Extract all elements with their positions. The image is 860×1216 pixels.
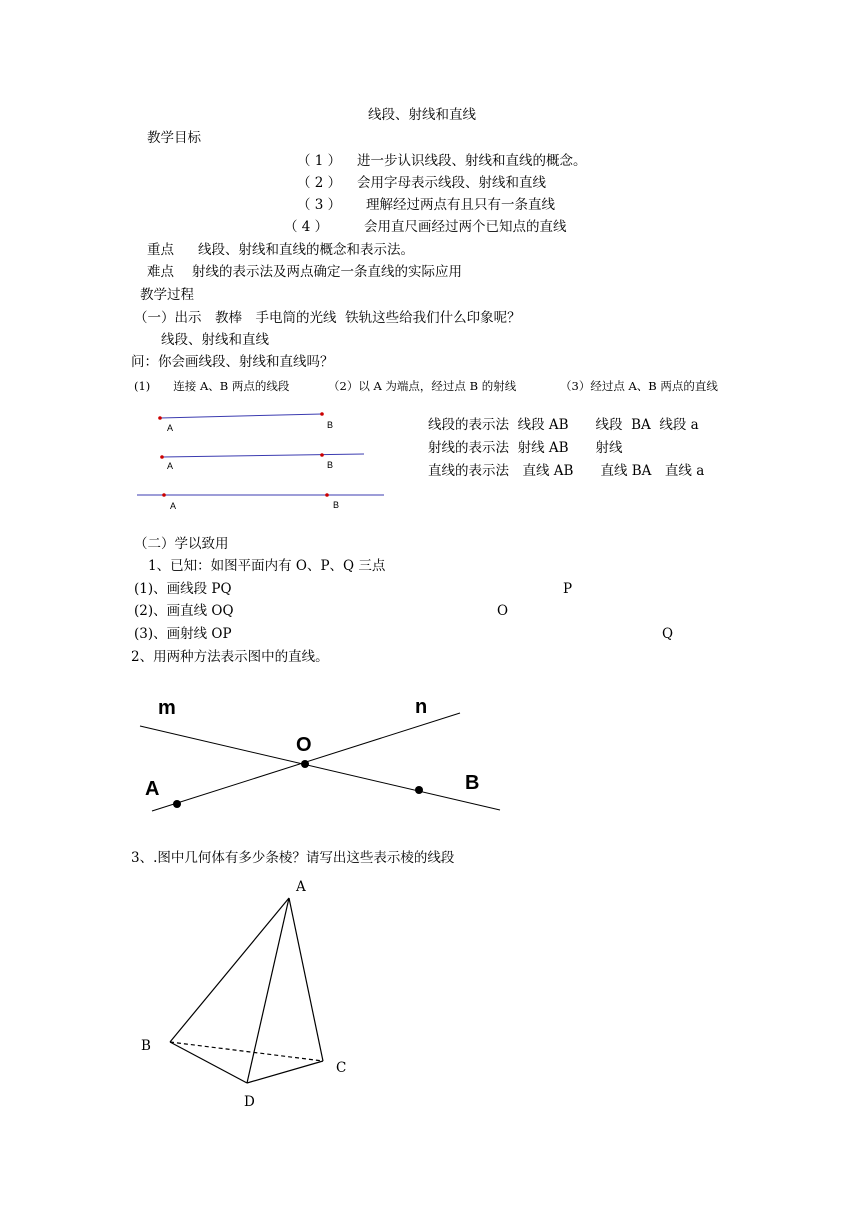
edge-bc-hidden <box>170 1042 323 1061</box>
point-o: O <box>497 603 509 619</box>
fig2-label-b: B <box>465 772 480 794</box>
objective-2-text: 会用字母表示线段、射线和直线 <box>357 175 546 191</box>
objective-3-text: 理解经过两点有且只有一条直线 <box>366 197 555 213</box>
fig1-label-a2: A <box>167 461 174 471</box>
page-title: 线段、射线和直线 <box>368 107 476 123</box>
fig3-label-a: A <box>296 879 306 895</box>
fig2-label-o: O <box>296 734 312 756</box>
section1-question: 问：你会画线段、射线和直线吗？ <box>131 354 334 370</box>
section2-item-2: (2)、画直线 OQ <box>134 603 234 619</box>
objective-1-num: （ 1 ） <box>297 153 342 169</box>
objective-4-num: （ 4 ） <box>284 219 329 235</box>
task-1: (1) 连接 A、B 两点的线段 <box>134 379 290 393</box>
edge-ac <box>289 898 323 1061</box>
key-point-label: 重点 <box>147 242 174 258</box>
difficulty-label: 难点 <box>147 264 174 280</box>
fig1-label-a3: A <box>170 501 177 511</box>
section2-q2: 2、用两种方法表示图中的直线。 <box>131 649 329 665</box>
objective-4-text: 会用直尺画经过两个已知点的直线 <box>364 219 567 235</box>
process-heading: 教学过程 <box>140 287 194 303</box>
edge-ab <box>170 898 289 1042</box>
section2-q1: 1、已知：如图平面内有 O、P、Q 三点 <box>148 558 386 574</box>
section2-heading: （二）学以致用 <box>134 536 229 552</box>
fig2-label-a: A <box>145 778 160 800</box>
section2-q3: 3、.图中几何体有多少条棱？请写出这些表示棱的线段 <box>131 850 455 866</box>
notation-segment: 线段的表示法 线段 AB 线段 BA 线段 a <box>428 417 699 433</box>
fig2-label-m: m <box>158 697 176 719</box>
edge-bd <box>170 1042 247 1083</box>
fig1-label-b3: B <box>333 500 340 510</box>
section1-topic: 线段、射线和直线 <box>161 332 269 348</box>
key-point-text: 线段、射线和直线的概念和表示法。 <box>198 242 414 258</box>
objective-1-text: 进一步认识线段、射线和直线的概念。 <box>357 153 587 169</box>
fig3-label-c: C <box>336 1060 347 1076</box>
fig3-label-b: B <box>141 1038 151 1054</box>
fig1-label-b1: B <box>327 420 334 430</box>
fig2-label-n: n <box>415 696 428 718</box>
objectives-heading: 教学目标 <box>147 130 201 146</box>
section1-intro: （一）出示 教棒 手电筒的光线 铁轨这些给我们什么印象呢？ <box>134 310 521 326</box>
notation-ray: 射线的表示法 射线 AB 射线 <box>428 440 623 456</box>
fig1-label-b2: B <box>327 460 334 470</box>
task-3: （3）经过点 A、B 两点的直线 <box>560 379 718 393</box>
difficulty-text: 射线的表示法及两点确定一条直线的实际应用 <box>192 264 462 280</box>
task-2: （2）以 A 为端点，经过点 B 的射线 <box>328 379 517 393</box>
section2-item-3: (3)、画射线 OP <box>134 626 232 642</box>
objective-2-num: （ 2 ） <box>297 175 342 191</box>
point-p: P <box>563 581 573 597</box>
objective-3-num: （ 3 ） <box>297 197 342 213</box>
section2-item-1: (1)、画线段 PQ <box>134 581 232 597</box>
notation-line: 直线的表示法 直线 AB 直线 BA 直线 a <box>428 463 705 479</box>
fig1-label-a1: A <box>167 423 174 433</box>
edge-dc <box>247 1061 323 1083</box>
edge-ad <box>247 898 289 1083</box>
point-q: Q <box>662 626 674 642</box>
fig3-label-d: D <box>244 1094 255 1110</box>
